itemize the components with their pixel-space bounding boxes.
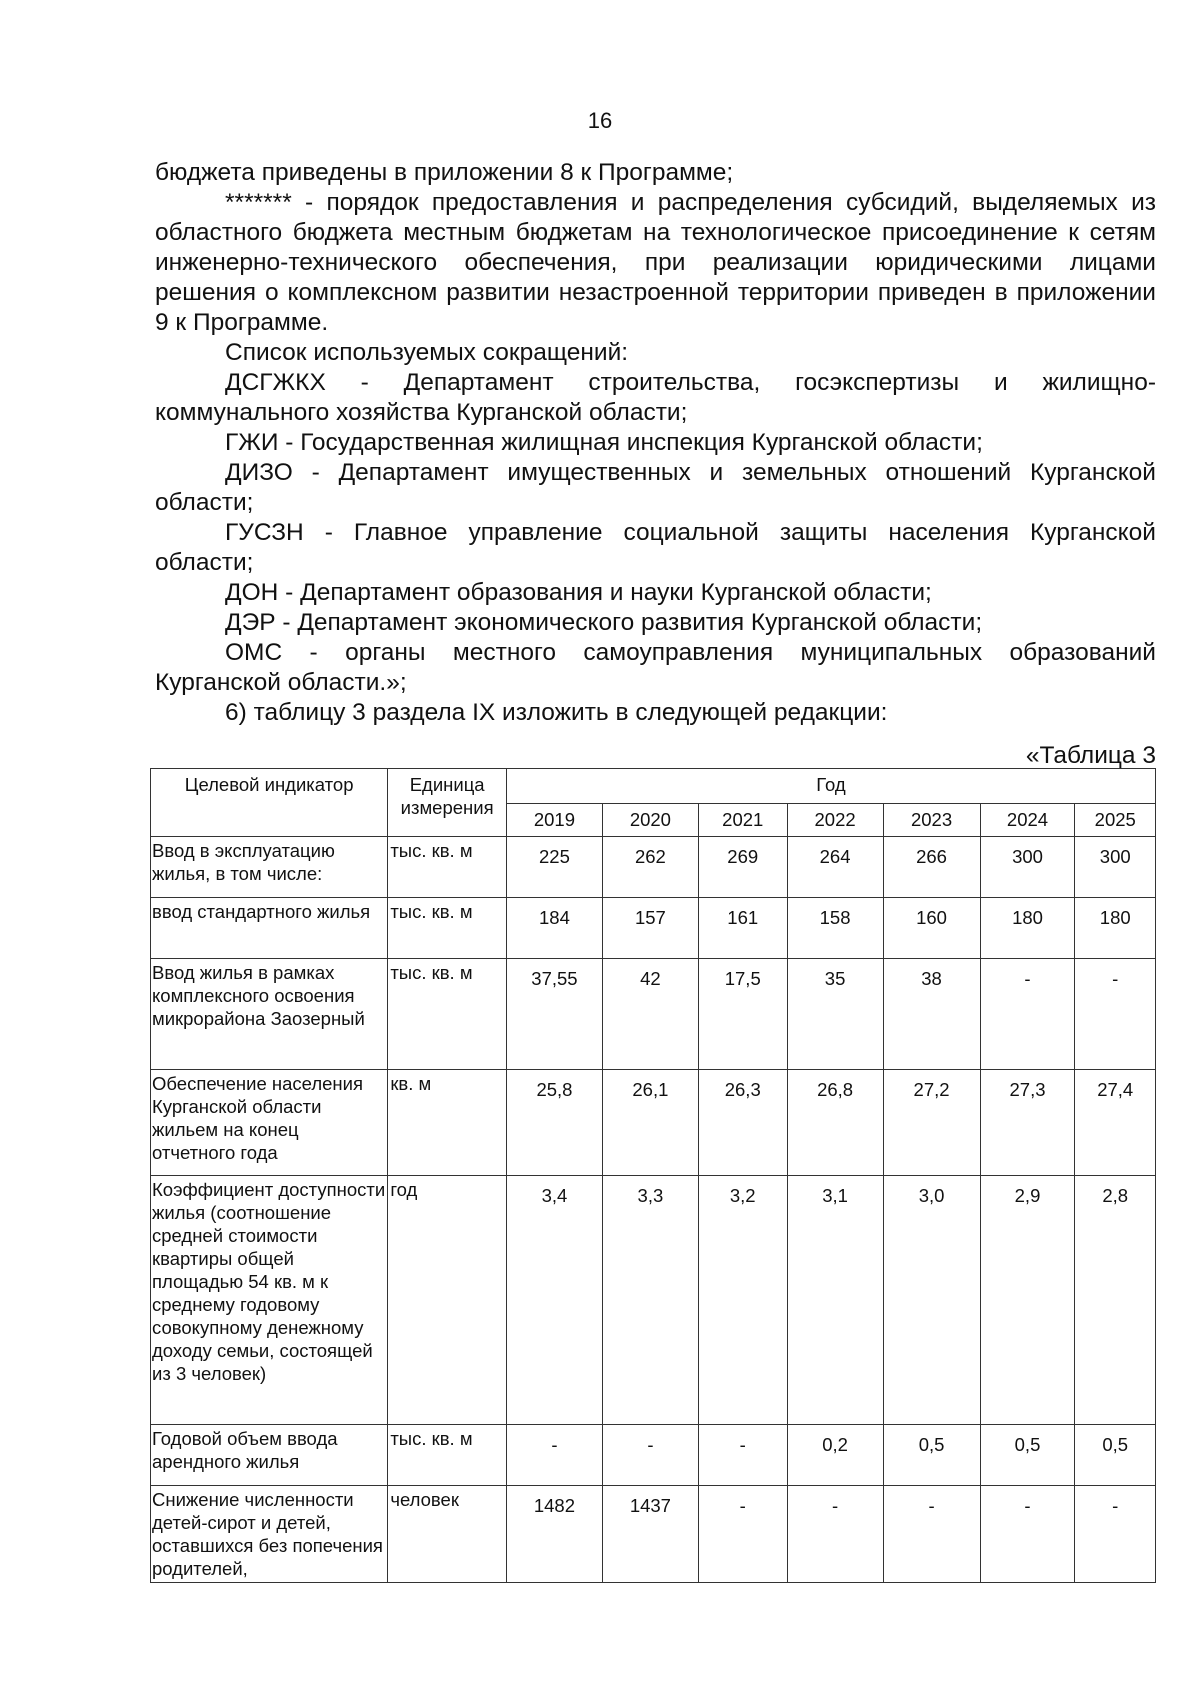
header-indicator: Целевой индикатор [151, 769, 388, 837]
paragraph: ГЖИ - Государственная жилищная инспекция Курганской области; [225, 429, 983, 456]
value-cell: 3,0 [883, 1176, 980, 1425]
value-cell: 0,5 [1075, 1425, 1156, 1486]
header-year-cell: 2023 [883, 804, 980, 837]
paragraph: ГУСЗН - Главное управление социальной защиты населения Курганской области; [155, 519, 1156, 576]
paragraph: ОМС - органы местного самоуправления муниципальных образований Курганской области.»; [155, 639, 1156, 696]
table-row [151, 837, 1156, 898]
value-cell: 269 [698, 837, 787, 898]
header-year-cell: 2025 [1075, 804, 1156, 837]
value-cell: 3,3 [602, 1176, 698, 1425]
value-cell: 1437 [602, 1486, 698, 1583]
value-cell: 0,5 [980, 1425, 1075, 1486]
value-cell: 180 [1075, 898, 1156, 959]
unit-cell: тыс. кв. м [388, 837, 507, 898]
value-cell: 3,2 [698, 1176, 787, 1425]
unit-cell: человек [388, 1486, 507, 1583]
value-cell: 157 [602, 898, 698, 959]
table-row [151, 898, 1156, 959]
value-cell: 27,2 [883, 1070, 980, 1176]
value-cell: - [787, 1486, 883, 1583]
unit-cell: кв. м [388, 1070, 507, 1176]
value-cell: 2,9 [980, 1176, 1075, 1425]
value-cell: 26,3 [698, 1070, 787, 1176]
header-year-cell: 2022 [787, 804, 883, 837]
value-cell: 1482 [506, 1486, 602, 1583]
indicator-cell: Годовой объем ввода арендного жилья [151, 1425, 388, 1486]
table-caption: «Таблица 3 [1025, 742, 1156, 769]
value-cell: 184 [506, 898, 602, 959]
indicator-cell: Ввод в эксплуатацию жилья, в том числе: [151, 837, 388, 898]
value-cell: 38 [883, 959, 980, 1070]
value-cell: 2,8 [1075, 1176, 1156, 1425]
value-cell: 160 [883, 898, 980, 959]
value-cell: 161 [698, 898, 787, 959]
value-cell: 300 [1075, 837, 1156, 898]
paragraph: ******* - порядок предоставления и распределения субсидий, выделяемых из областного бюджета местным бюджетам на технологическое присоединение к сетям инженерно-технического обеспечения, при реализации юридическими лицами решения о комплексном развитии незастроенной территории приведен в приложении 9 к Программе. [155, 189, 1156, 336]
value-cell: - [883, 1486, 980, 1583]
value-cell: 27,4 [1075, 1070, 1156, 1176]
value-cell: 300 [980, 837, 1075, 898]
paragraph: ДСГЖКХ - Департамент строительства, госэкспертизы и жилищно-коммунального хозяйства Курганской области; [155, 369, 1156, 426]
value-cell: 3,4 [506, 1176, 602, 1425]
value-cell: - [980, 1486, 1075, 1583]
value-cell: 25,8 [506, 1070, 602, 1176]
indicator-cell: ввод стандартного жилья [151, 898, 388, 959]
value-cell: 26,8 [787, 1070, 883, 1176]
page-number: 16 [587, 108, 613, 133]
value-cell: - [1075, 959, 1156, 1070]
indicator-cell: Ввод жилья в рамках комплексного освоения микрорайона Заозерный [151, 959, 388, 1070]
value-cell: 0,5 [883, 1425, 980, 1486]
value-cell: 3,1 [787, 1176, 883, 1425]
table-row [151, 1425, 1156, 1486]
value-cell: - [602, 1425, 698, 1486]
value-cell: - [1075, 1486, 1156, 1583]
value-cell: - [698, 1425, 787, 1486]
table-row [151, 1176, 1156, 1425]
value-cell: 37,55 [506, 959, 602, 1070]
value-cell: 266 [883, 837, 980, 898]
paragraph: Список используемых сокращений: [225, 339, 629, 366]
value-cell: 35 [787, 959, 883, 1070]
value-cell: 26,1 [602, 1070, 698, 1176]
indicator-cell: Коэффициент доступности жилья (соотношение средней стоимости квартиры общей площадью 54 кв. м к среднему годовому совокупному денежному доходу семьи, состоящей из 3 человек) [151, 1176, 388, 1425]
unit-cell: тыс. кв. м [388, 959, 507, 1070]
value-cell: 264 [787, 837, 883, 898]
header-year-cell: 2024 [980, 804, 1075, 837]
unit-cell: тыс. кв. м [388, 1425, 507, 1486]
paragraph: бюджета приведены в приложении 8 к Программе; [155, 159, 734, 186]
paragraph: ДИЗО - Департамент имущественных и земельных отношений Курганской области; [155, 459, 1156, 516]
value-cell: - [980, 959, 1075, 1070]
indicator-cell: Обеспечение населения Курганской области жильем на конец отчетного года [151, 1070, 388, 1176]
table-row [151, 1070, 1156, 1176]
unit-cell: тыс. кв. м [388, 898, 507, 959]
value-cell: 27,3 [980, 1070, 1075, 1176]
indicator-cell: Снижение численности детей-сирот и детей, оставшихся без попечения родителей, [151, 1486, 388, 1583]
header-year-cell: 2019 [506, 804, 602, 837]
header-year: Год [506, 769, 1155, 804]
paragraph: 6) таблицу 3 раздела IX изложить в следующей редакции: [225, 699, 888, 726]
value-cell: - [506, 1425, 602, 1486]
value-cell: - [698, 1486, 787, 1583]
value-cell: 158 [787, 898, 883, 959]
value-cell: 17,5 [698, 959, 787, 1070]
indicators-table [150, 768, 1156, 1583]
header-unit: Единица измерения [388, 769, 507, 837]
table-row [151, 959, 1156, 1070]
unit-cell: год [388, 1176, 507, 1425]
value-cell: 225 [506, 837, 602, 898]
value-cell: 180 [980, 898, 1075, 959]
paragraph: ДОН - Департамент образования и науки Курганской области; [225, 579, 932, 606]
value-cell: 0,2 [787, 1425, 883, 1486]
header-year-cell: 2020 [602, 804, 698, 837]
header-year-cell: 2021 [698, 804, 787, 837]
value-cell: 262 [602, 837, 698, 898]
value-cell: 42 [602, 959, 698, 1070]
paragraph: ДЭР - Департамент экономического развития Курганской области; [225, 609, 983, 636]
body-text [155, 158, 1156, 728]
table-row [151, 1486, 1156, 1583]
